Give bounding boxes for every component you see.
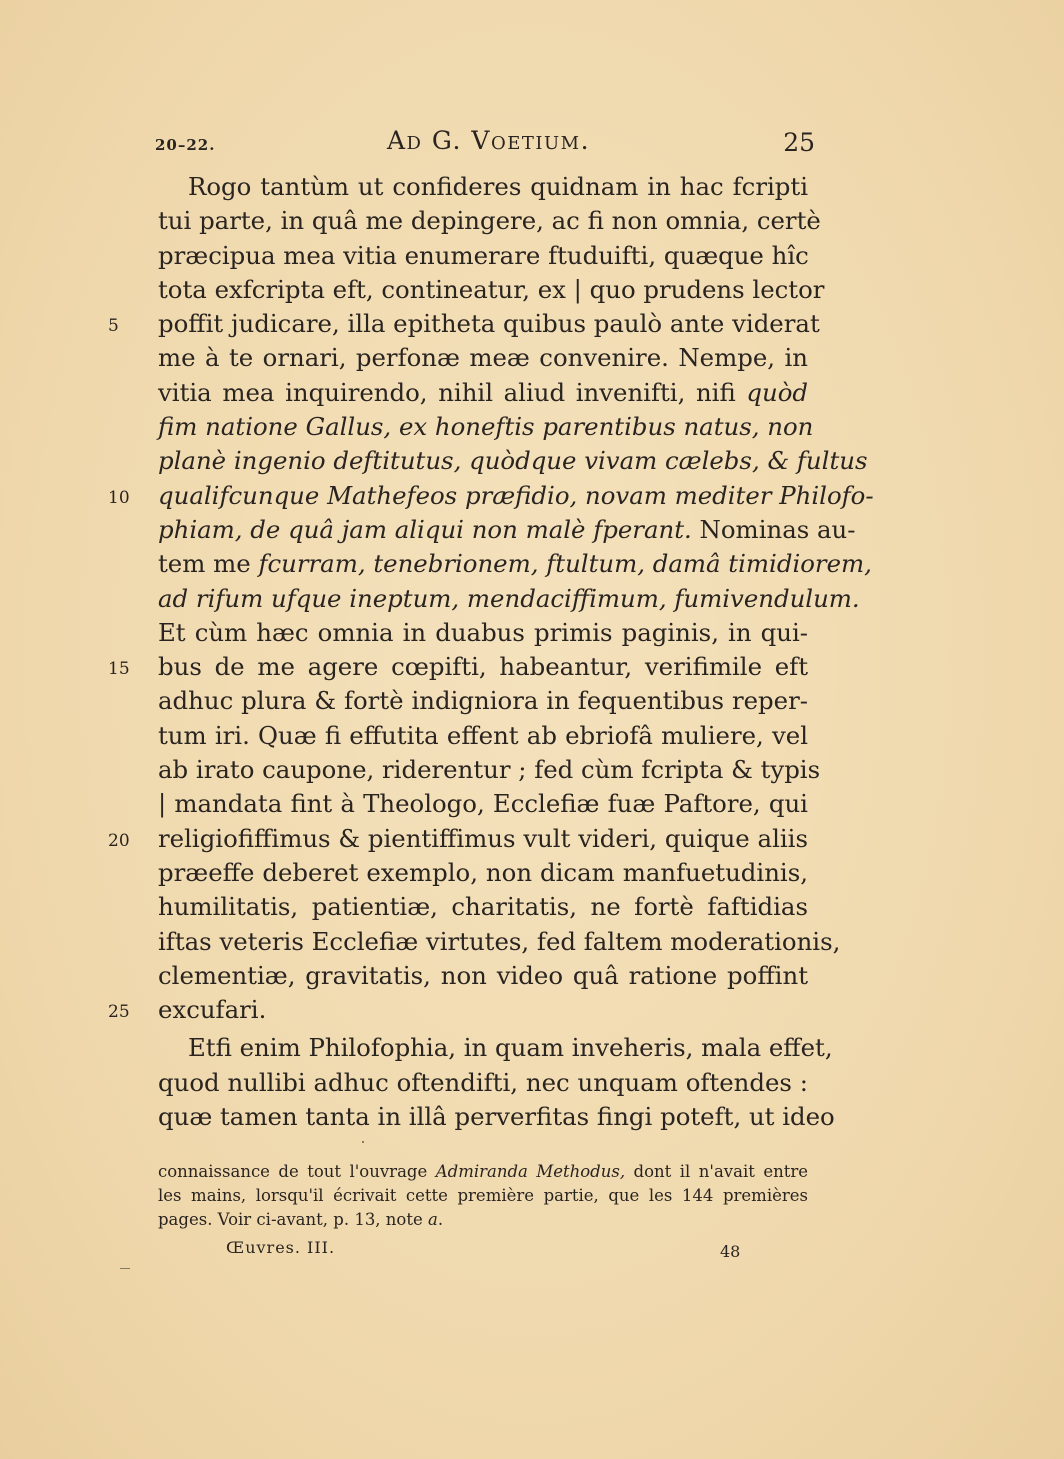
text-line: præcipua mea vitia enumerare ftuduifti, quæque hîc <box>158 240 809 270</box>
text-line: iftas veteris Ecclefiæ virtutes, fed faltem moderationis, <box>158 926 841 956</box>
italic-span: a <box>428 1210 438 1229</box>
line-number: 15 <box>108 659 130 680</box>
page-title: Ad G. Voetium. <box>387 126 591 155</box>
line-number: 25 <box>108 1002 130 1023</box>
text-line: Rogo tantùm ut confideres quidnam in hac fcripti <box>188 172 808 201</box>
text-line: Etfi enim Philofophia, in quam inveheris, mala effet, <box>188 1033 833 1063</box>
text-span: vitia mea inquirendo, nihil aliud invenifti, nifi <box>158 377 747 407</box>
text-line: poffit judicare, illa epitheta quibus paulò ante viderat <box>158 309 820 339</box>
text-line <box>158 513 856 547</box>
italic-span: ad rifum ufque ineptum, mendaciffimum, fumivendulum. <box>158 583 860 613</box>
signature-number: 48 <box>720 1242 741 1261</box>
text-line: me à te ornari, perfonæ meæ convenire. Nempe, in <box>158 343 808 373</box>
text-span: dont il n'avait entre <box>625 1162 809 1181</box>
text-line: tum iri. Quæ fi effutita effent ab ebriofâ muliere, vel <box>158 720 808 750</box>
footnote-line <box>158 1160 808 1184</box>
italic-span: planè ingenio deftitutus, quòdque vivam cælebs, & fultus <box>158 446 868 476</box>
text-span: . <box>437 1210 444 1229</box>
text-line <box>158 582 860 616</box>
text-line: quæ tamen tanta in illâ perverfitas fingi poteft, ut ideo <box>158 1102 835 1132</box>
text-line <box>158 376 808 410</box>
text-line: excufari. <box>158 995 267 1025</box>
text-line: | mandata fint à Theologo, Ecclefiæ fuæ Paftore, qui <box>158 789 808 819</box>
line-number: 20 <box>108 830 130 851</box>
text-line: clementiæ, gravitatis, non video quâ ratione poffint <box>158 960 808 990</box>
section-range: 20–22. <box>155 136 216 154</box>
text-line <box>158 444 868 478</box>
running-head <box>155 126 815 162</box>
margin-dash <box>120 1268 130 1269</box>
separator-dot <box>362 1141 364 1143</box>
signature-mark: Œuvres. III. <box>226 1238 336 1257</box>
text-line <box>158 547 872 581</box>
text-line: tui parte, in quâ me depingere, ac fi non omnia, certè <box>158 206 821 236</box>
text-span: tem me <box>158 549 259 579</box>
text-line: præeffe deberet exemplo, non dicam manfuetudinis, <box>158 857 808 887</box>
footnote <box>158 1160 808 1232</box>
text-span: connaissance de tout l'ouvrage <box>158 1162 436 1181</box>
text-span: les mains, lorsqu'il écrivait cette première partie, que les 144 premières <box>158 1186 808 1205</box>
text-line: bus de me agere cœpifti, habeantur, verifimile eft <box>158 652 808 682</box>
italic-span: Admiranda Methodus, <box>435 1162 626 1181</box>
line-number: 5 <box>108 316 119 337</box>
text-line: religiofiffimus & pientiffimus vult videri, quique aliis <box>158 823 808 853</box>
text-line <box>158 479 874 513</box>
page-number: 25 <box>783 128 815 157</box>
line-number: 10 <box>108 487 130 508</box>
italic-span: qualifcunque Mathefeos præfidio, novam mediter Philofo- <box>158 480 874 510</box>
italic-span: quòd <box>746 377 808 407</box>
body-text <box>158 170 874 1134</box>
text-span: Nominas au- <box>691 514 856 544</box>
text-line: ab irato caupone, riderentur ; fed cùm fcripta & typis <box>158 755 821 785</box>
text-line: humilitatis, patientiæ, charitatis, ne fortè faftidias <box>158 892 808 922</box>
text-line: tota exfcripta eft, contineatur, ex | quo prudens lector <box>158 274 825 304</box>
italic-span: fim natione Gallus, ex honeftis parentibus natus, non <box>158 412 814 442</box>
text-line: Et cùm hæc omnia in duabus primis paginis, in qui- <box>158 617 808 647</box>
footnote-line <box>158 1184 808 1208</box>
italic-span: phiam, de quâ jam aliqui non malè fperant. <box>158 514 692 544</box>
text-line: adhuc plura & fortè indigniora in fequentibus reper- <box>158 686 808 716</box>
text-span: pages. Voir ci-avant, p. 13, note <box>158 1210 429 1229</box>
text-line <box>158 410 814 444</box>
text-line: quod nullibi adhuc oftendifti, nec unquam oftendes : <box>158 1067 808 1097</box>
italic-span: fcurram, tenebrionem, ftultum, damâ timidiorem, <box>258 549 872 579</box>
footnote-line <box>158 1208 808 1232</box>
